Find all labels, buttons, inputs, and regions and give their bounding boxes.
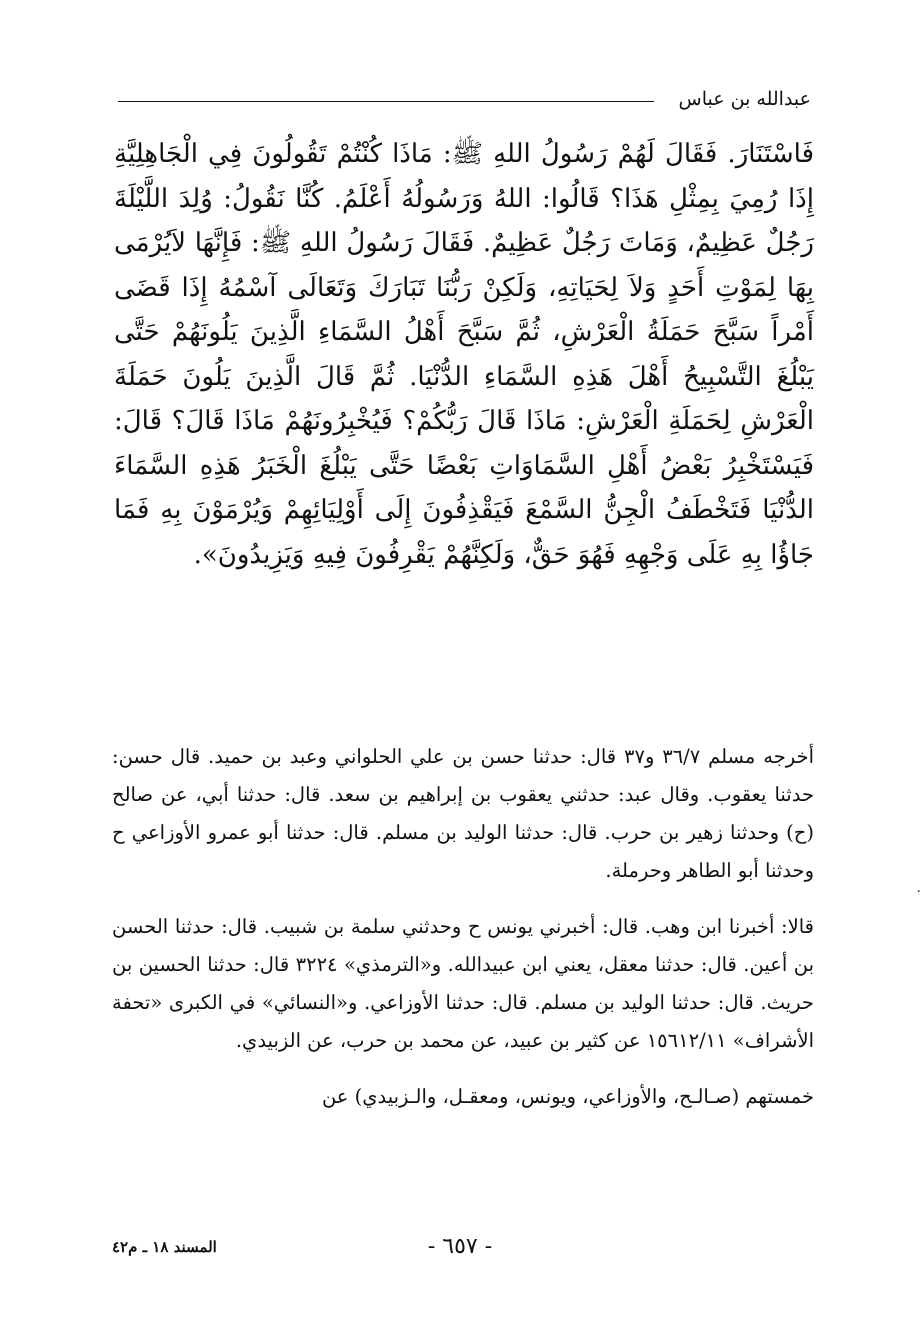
hadith-paragraph: فَاسْتَنَارَ. فَقَالَ لَهُمْ رَسُولُ اللهِ ﷺ: مَاذَا كُنْتُمْ تَقُولُونَ فِي الْجَاهِلِيَّةِ إِذَا رُمِيَ بِمِثْلِ هَذَا؟ قَالُوا: اللهُ وَرَسُولُهُ أَعْلَمُ. كُنَّا نَقُولُ: وُلِدَ اللَّيْلَةَ رَجُلٌ عَظِيمٌ، وَمَاتَ رَجُلٌ عَظِيمٌ. فَقَالَ رَسُولُ اللهِ ﷺ: فَإِنَّهَا لاَيُرْمَى بِهَا لِمَوْتِ أَحَدٍ وَلاَ لِحَيَاتِهِ، وَلَكِنْ رَبُّنَا تَبَارَكَ وَتَعَالَى آسْمُهُ إِذَا قَضَى أَمْراً سَبَّحَ حَمَلَةُ الْعَرْشِ، ثُمَّ سَبَّحَ أَهْلُ السَّمَاءِ الَّذِينَ يَلُونَهُمْ حَتَّى يَبْلُغَ التَّسْبِيحُ أَهْلَ هَذِهِ السَّمَاءِ الدُّنْيَا. ثُمَّ قَالَ الَّذِينَ يَلُونَ حَمَلَةَ الْعَرْشِ لِحَمَلَةِ الْعَرْشِ: مَاذَا قَالَ رَبُّكُمْ؟ فَيُخْبِرُونَهُمْ مَاذَا قَالَ؟ قَالَ: فَيَسْتَخْبِرُ بَعْضُ أَهْلِ السَّمَاوَاتِ بَعْضًا حَتَّى يَبْلُغَ الْخَبَرُ هَذِهِ السَّمَاءَ الدُّنْيَا فَتَخْطَفُ الْجِنُّ السَّمْعَ فَيَقْذِفُونَ إِلَى أَوْلِيَائِهِمْ وَيُرْمَوْنَ بِهِ فَمَا جَاؤُا بِهِ عَلَى وَجْهِهِ فَهُوَ حَقٌّ، وَلَكِنَّهُمْ يَقْرِفُونَ فِيهِ وَيَزِيدُونَ». [114,139,814,570]
page-number: - ٦٥٧ - [427,1234,493,1259]
takhrij-footnotes [112,738,814,1134]
volume-signature: المسند ١٨ ـ م٤٢ [112,1238,217,1256]
footnote-paragraph-1: أخرجه مسلم ٣٦/٧ و٣٧ قال: حدثنا حسن بن علي الحلواني وعبد بن حميد. قال حسن: حدثنا يعقوب. وقال عبد: حدثني يعقوب بن إبراهيم بن سعد. قال: حدثنا أبي، عن صالح (ح) وحدثنا زهير بن حرب. قال: حدثنا الوليد بن مسلم. قال: حدثنا أبو عمرو الأوزاعي ح وحدثنا أبو الطاهر وحرملة. [112,745,814,882]
header-rule [118,101,654,102]
page-footer [100,1224,820,1264]
hadith-text [114,132,814,577]
running-title: عبدالله بن عباس [678,88,811,110]
page-header [118,86,811,116]
margin-mark: · [916,884,921,900]
footnote-paragraph-2: قالا: أخبرنا ابن وهب. قال: أخبرني يونس ح وحدثني سلمة بن شبيب. قال: حدثنا الحسن بن أعين. قال: حدثنا معقل، يعني ابن عبيدالله. و«الترمذي» ٣٢٢٤ قال: حدثنا الحسين بن حريث. قال: حدثنا الوليد بن مسلم. قال: حدثنا الأوزاعي. و«النسائي» في الكبرى «تحفة الأشراف» ١٥٦١٢/١١ عن كثير بن عبيد، عن محمد بن حرب، عن الزبيدي. [112,915,814,1052]
footnote-paragraph-3: خمستهم (صـالـح، والأوزاعي، ويونس، ومعقـل، والـزبيدي) عن [321,1085,814,1108]
